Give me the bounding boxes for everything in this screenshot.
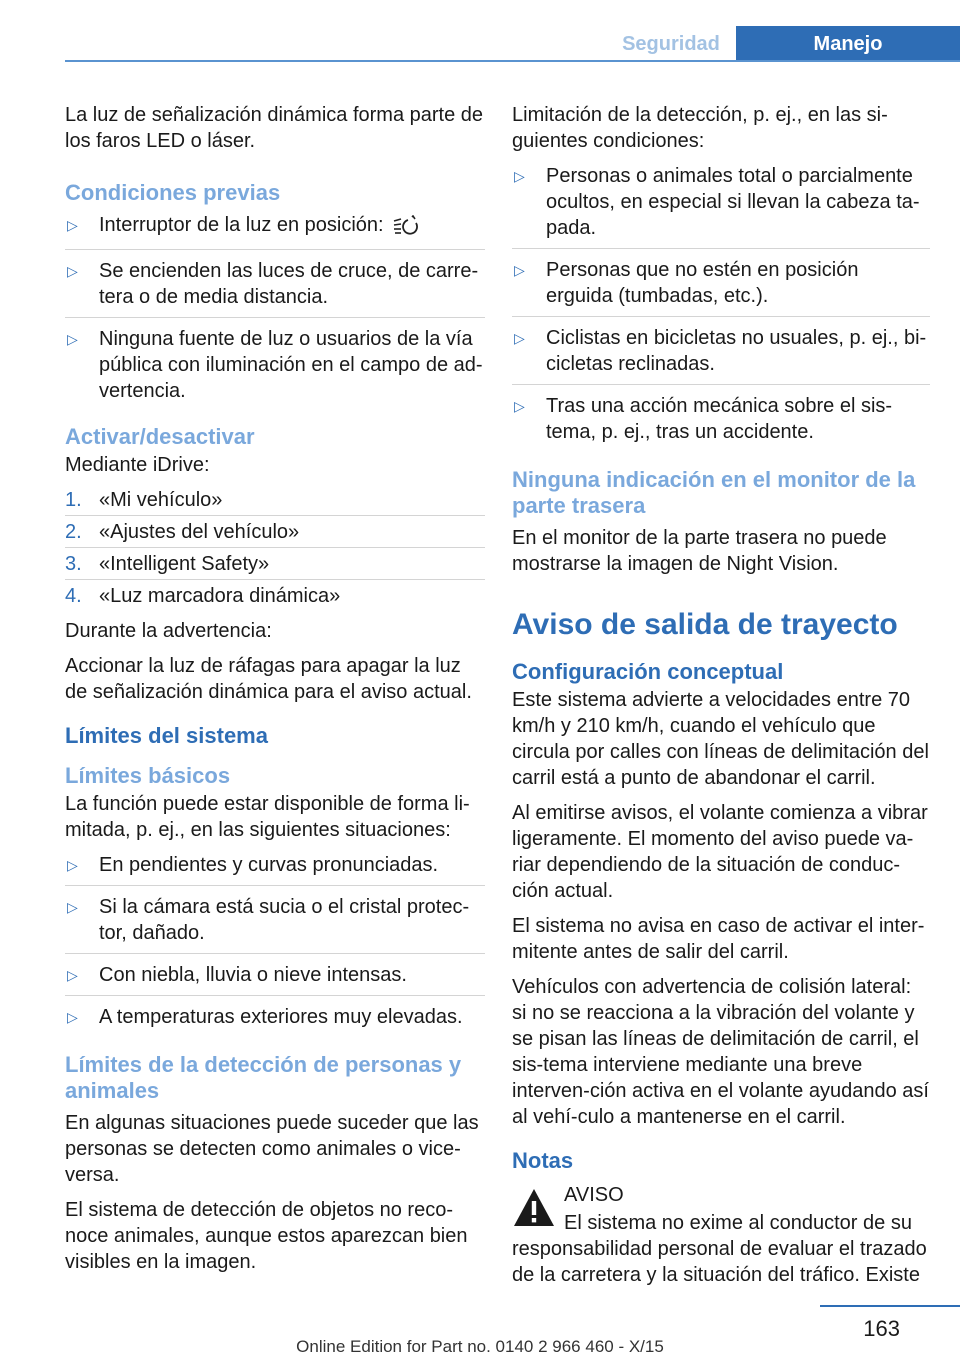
bullet-triangle-icon: ▷ <box>67 857 78 873</box>
basic-limits-heading: Límites básicos <box>65 763 231 788</box>
basic-limits-list <box>65 852 485 1038</box>
bullet-triangle-icon: ▷ <box>514 398 525 414</box>
activate-heading: Activar/desactivar <box>65 424 255 449</box>
right-column <box>512 102 930 1297</box>
list-item: ▷ Se encienden las luces de cruce, de carre-tera o de media distancia. <box>65 258 485 318</box>
intro-text: La luz de señalización dinámica forma parte de los faros LED o láser. <box>65 104 484 152</box>
light-switch-icon <box>392 215 420 242</box>
list-item: ▷ Personas que no estén en posición erguida (tumbadas, etc.). <box>512 257 930 317</box>
limits-heading: Límites del sistema <box>65 723 268 748</box>
header-divider <box>65 60 960 62</box>
list-item: ▷ Si la cámara está sucia o el cristal protec-tor, dañado. <box>65 894 485 954</box>
left-column <box>65 102 485 1284</box>
bullet-triangle-icon: ▷ <box>514 262 525 278</box>
list-item: 4. «Luz marcadora dinámica» <box>65 585 341 607</box>
warning-label: AVISO <box>564 1184 624 1206</box>
bullet-triangle-icon: ▷ <box>67 899 78 915</box>
list-item: ▷ A temperaturas exteriores muy elevadas. <box>67 1006 463 1028</box>
during-text: Durante la advertencia: <box>65 620 272 642</box>
list-item: ▷ Tras una acción mecánica sobre el sis-tema, p. ej., tras un accidente. <box>514 395 893 443</box>
limitation-intro: Limitación de la detección, p. ej., en las si-guientes condiciones: <box>512 104 888 152</box>
section-title: Aviso de salida de trayecto <box>512 608 898 641</box>
activate-intro: Mediante iDrive: <box>65 454 210 476</box>
steps-list <box>65 487 485 612</box>
warning-triangle-icon <box>512 1186 556 1230</box>
bullet-triangle-icon: ▷ <box>67 263 78 279</box>
limitation-list <box>512 163 930 453</box>
list-item: ▷ Interruptor de la luz en posición: <box>65 212 485 250</box>
bullet-triangle-icon: ▷ <box>514 330 525 346</box>
bullet-triangle-icon: ▷ <box>67 967 78 983</box>
list-item: ▷ Ninguna fuente de luz o usuarios de la vía pública con iluminación en el campo de ad-vertencia. <box>67 328 483 402</box>
tab-manejo[interactable]: Manejo <box>736 26 960 62</box>
concept-p3: El sistema no avisa en caso de activar el inter-mitente antes de salir del carril. <box>512 915 925 963</box>
bullet-triangle-icon: ▷ <box>67 331 78 347</box>
list-item: 3. «Intelligent Safety» <box>65 551 485 580</box>
warning-text: El sistema no exime al conductor de su responsabilidad personal de evaluar el trazado de la carretera y la situación del tráfico. Existe <box>512 1212 927 1286</box>
list-item: 1. «Mi vehículo» <box>65 487 485 516</box>
list-item: ▷ En pendientes y curvas pronunciadas. <box>65 852 485 886</box>
tab-seguridad[interactable]: Seguridad <box>622 32 720 55</box>
edition-footer: Online Edition for Part no. 0140 2 966 460 - X/15 <box>296 1337 664 1356</box>
bullet-triangle-icon: ▷ <box>67 1009 78 1025</box>
list-item: ▷ Personas o animales total o parcialmente ocultos, en especial si llevan la cabeza ta-pada. <box>512 163 930 249</box>
warning-block <box>512 1182 930 1208</box>
concept-p2: Al emitirse avisos, el volante comienza a vibrar ligeramente. El momento del aviso puede va-riar dependiendo de la situación de conduc-ción actual. <box>512 802 928 902</box>
list-item: ▷ Con niebla, lluvia o nieve intensas. <box>65 962 485 996</box>
detection-p1: En algunas situaciones puede suceder que las personas se detecten como animales o vice-versa. <box>65 1112 479 1186</box>
list-item: ▷ Ciclistas en bicicletas no usuales, p. ej., bi-cicletas reclinadas. <box>512 325 930 385</box>
basic-limits-intro: La función puede estar disponible de forma li-mitada, p. ej., en las siguientes situaciones: <box>65 793 470 841</box>
concept-heading: Configuración conceptual <box>512 659 784 684</box>
prerequisites-heading: Condiciones previas <box>65 180 281 205</box>
detection-limits-heading: Límites de la detección de personas y animales <box>65 1052 462 1103</box>
concept-p1: Este sistema advierte a velocidades entre 70 km/h y 210 km/h, cuando el vehículo que circula por calles con líneas de delimitación del carril está a punto de abandonar el carril. <box>512 689 929 789</box>
page-number: 163 <box>863 1316 900 1341</box>
monitor-heading: Ninguna indicación en el monitor de la parte trasera <box>512 467 916 518</box>
action-text: Accionar la luz de ráfagas para apagar la luz de señalización dinámica para el aviso actual. <box>65 655 472 703</box>
prerequisites-list <box>65 212 485 412</box>
bullet-triangle-icon: ▷ <box>514 168 525 184</box>
detection-p2: El sistema de detección de objetos no reco-noce animales, aunque estos aparezcan bien visibles en la imagen. <box>65 1199 468 1273</box>
bullet-triangle-icon: ▷ <box>67 217 78 233</box>
notes-heading: Notas <box>512 1148 574 1173</box>
list-item: 2. «Ajustes del vehículo» <box>65 519 485 548</box>
concept-p4: Vehículos con advertencia de colisión lateral: si no se reacciona a la vibración del volante y se pisan las líneas de delimitación de carril, el sis-tema interviene mediante una breve interven-ción activa en el volante ayudando así al vehí-culo a mantenerse en el carril. <box>512 976 929 1128</box>
footer-divider <box>820 1305 960 1307</box>
monitor-text: En el monitor de la parte trasera no puede mostrarse la imagen de Night Vision. <box>512 527 887 575</box>
